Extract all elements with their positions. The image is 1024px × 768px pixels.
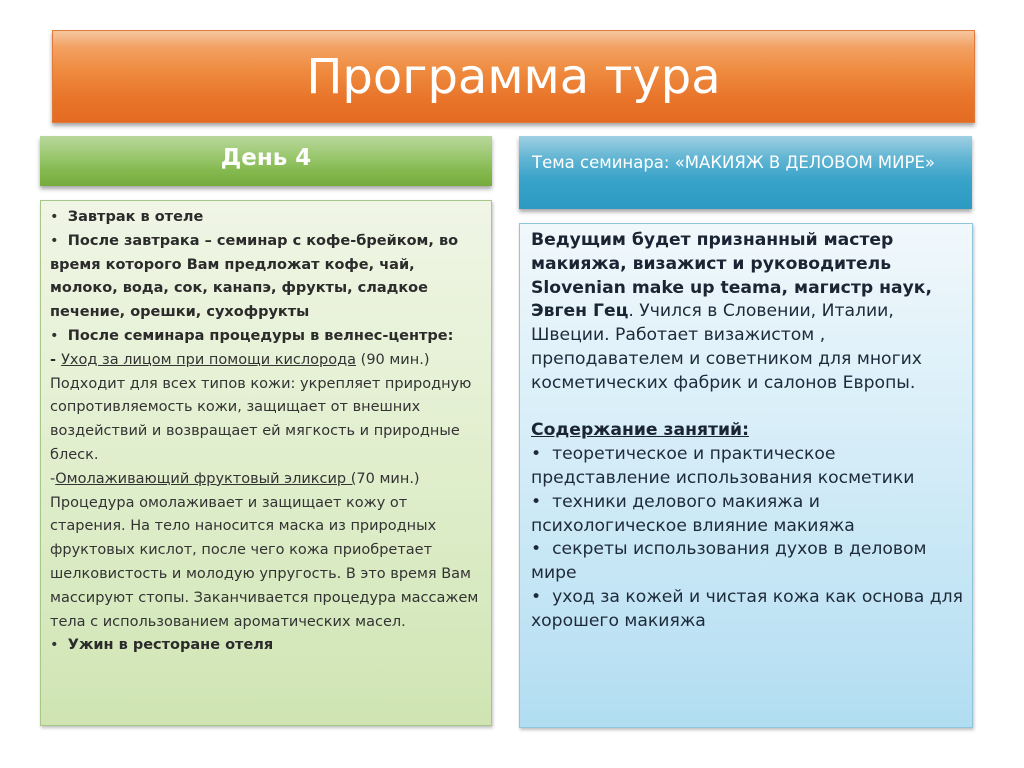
schedule-item-seminar: После завтрака – семинар с кофе-брейком, во время которого Вам предложат кофе, чай, молоко, вода, сок, канапэ, фрукты, сладкое печение, орешки, сухофрукты: [50, 232, 459, 321]
schedule-item: • После семинара процедуры в велнес-центре:: [50, 327, 454, 344]
page-title: Программа тура: [306, 48, 721, 105]
topic-header: [519, 136, 972, 209]
day-label: День 4: [220, 145, 312, 171]
title-banner: [52, 30, 975, 123]
procedure-elixir-title: Омолаживающий фруктовый эликсир (: [55, 470, 357, 487]
content-bullet-text: техники делового макияжа и психологическое влияние макияжа: [531, 491, 855, 536]
content-bullet: • теоретическое и практическое представление использования косметики: [531, 444, 915, 488]
schedule-item: • Завтрак в отеле: [50, 209, 204, 225]
procedure-oxygen: - Уход за лицом при помощи кислорода (90 мин.) Подходит для всех типов кожи: укрепляет природную сопротивляемость кожи, защищает от внешних воздействий и возвращает ей мягкость и природные блеск.: [50, 351, 472, 463]
content-bullet-text: уход за кожей и чистая кожа как основа для хорошего макияжа: [531, 586, 963, 631]
procedure-oxygen-title: Уход за лицом при помощи кислорода: [61, 351, 357, 368]
schedule-item-dinner: Ужин в ресторане отеля: [67, 637, 274, 654]
procedure-elixir-duration: 70 мин.): [356, 470, 420, 487]
procedure-oxygen-duration: (90 мин.): [360, 351, 430, 368]
procedure-oxygen-text: Подходит для всех типов кожи: укрепляет природную сопротивляемость кожи, защищает от внешних воздействий и возвращает ей мягкость и природные блеск.: [50, 375, 472, 463]
procedure-elixir-text: Процедура омолаживает и защищает кожу от старения. На тело наносится маска из природных фруктовых кислот, после чего кожа приобретает шелковистость и молодую упругость. В это время Вам массируют стопы. Заканчивается процедура массажем тела с использованием ароматических масел.: [50, 494, 479, 630]
schedule-item: • После завтрака – семинар с кофе-брейком, во время которого Вам предложат кофе, чай, молоко, вода, сок, канапэ, фрукты, сладкое печение, орешки, сухофрукты: [50, 232, 459, 321]
content-heading: [531, 419, 969, 443]
presenter-intro-rest: . Учился в Словении, Италии, Швеции. Работает визажистом , преподавателем и советником для многих косметических фабрик и салонов Европы.: [531, 301, 922, 393]
procedure-elixir: -Омолаживающий фруктовый эликсир (70 мин.) Процедура омолаживает и защищает кожу от старения. На тело наносится маска из природных фруктовых кислот, после чего кожа приобретает шелковистость и молодую упругость. В это время Вам массируют стопы. Заканчивается процедура массажем тела с использованием ароматических масел.: [50, 470, 479, 630]
presenter-intro-bold: Ведущим будет признанный мастер макияжа, визажист и руководитель Slovenian make up teama, магистр наук, Эвген Гец: [531, 230, 932, 322]
content-bullet: • секреты использования духов в деловом мире: [531, 539, 927, 584]
schedule-item-wellness: После семинара процедуры в велнес-центре:: [67, 327, 454, 344]
day-schedule-panel: [40, 200, 492, 726]
schedule-item: • Ужин в ресторане отеля: [50, 637, 274, 654]
seminar-info-panel: [519, 223, 973, 728]
content-bullet-text: секреты использования духов в деловом мире: [531, 539, 927, 584]
schedule-item-breakfast: Завтрак в отеле: [67, 209, 204, 225]
day-schedule-text: [50, 206, 482, 658]
content-bullet: • уход за кожей и чистая кожа как основа для хорошего макияжа: [531, 586, 963, 631]
presenter-intro: [531, 229, 969, 396]
topic-label: Тема семинара: «МАКИЯЖ В ДЕЛОВОМ МИРЕ»: [532, 153, 935, 172]
content-bullet-text: теоретическое и практическое представление использования косметики: [531, 444, 915, 488]
content-bullet: • техники делового макияжа и психологическое влияние макияжа: [531, 491, 855, 536]
day-header: [40, 136, 492, 186]
seminar-info-text: [531, 229, 969, 634]
content-heading-text: Содержание занятий:: [531, 420, 749, 441]
